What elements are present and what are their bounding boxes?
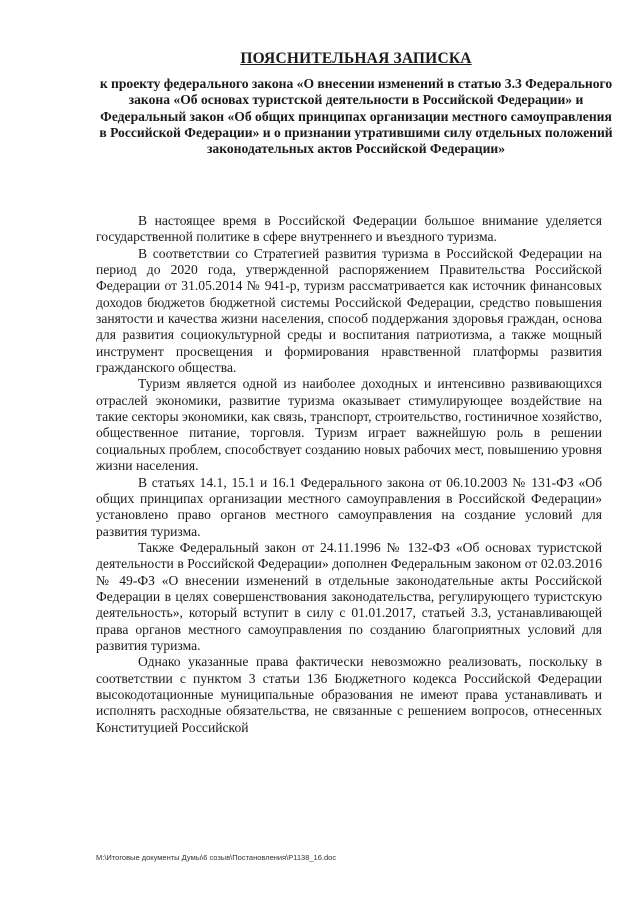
footer-file-path: M:\Итоговые документы Думы\6 созыв\Постановления\P1138_16.doc (96, 853, 337, 862)
paragraph: В соответствии со Стратегией развития туризма в Российской Федерации на период до 2020 года, утвержденной распоряжением Правительства Российской Федерации от 31.05.2014 № 941-р, туризм рассматривается как источник финансовых доходов бюджетов бюджетной системы Российской Федерации, средство повышения занятости и качества жизни населения, способ поддержания здоровья граждан, основа для развития социокультурной среды и воспитания патриотизма, а также мощный инструмент просвещения и формирования нравственной платформы развития гражданского общества. (96, 245, 602, 376)
paragraph: В статьях 14.1, 15.1 и 16.1 Федерального закона от 06.10.2003 № 131-ФЗ «Об общих принципах организации местного самоуправления в Российской Федерации» установлено право органов местного самоуправления на создание условий для развития туризма. (96, 474, 602, 539)
paragraph: Также Федеральный закон от 24.11.1996 № 132-ФЗ «Об основах туристской деятельности в Российской Федерации» дополнен Федеральным законом от 02.03.2016 № 49-ФЗ «О внесении изменений в отдельные законодательные акты Российской Федерации в целях совершенствования законодательства, регулирующего туристскую деятельность», который вступит в силу с 01.01.2017, статьей 3.3, устанавливающей права органов местного самоуправления по созданию благоприятных условий для развития туризма. (96, 539, 602, 653)
paragraph: Туризм является одной из наиболее доходных и интенсивно развивающихся отраслей экономики, развитие туризма оказывает стимулирующее воздействие на такие секторы экономики, как связь, транспорт, строительство, гостиничное хозяйство, общественное питание, торговля. Туризм играет важнейшую роль в решении социальных проблем, способствует созданию новых рабочих мест, повышению уровня жизни населения. (96, 376, 602, 474)
document-title: ПОЯСНИТЕЛЬНАЯ ЗАПИСКА (240, 50, 472, 67)
document-body (96, 213, 602, 736)
paragraph: В настоящее время в Российской Федерации большое внимание уделяется государственной политике в сфере внутреннего и въездного туризма. (96, 213, 602, 245)
document-subtitle: к проекту федерального закона «О внесении изменений в статью 3.3 Федерального закона «Об основах туристской деятельности в Российской Федерации» и Федеральный закон «Об общих принципах организации местного самоуправления в Российской Федерации» и о признании утратившими силу отдельных положений законодательных актов Российской Федерации» (99, 76, 613, 157)
paragraph: Однако указанные права фактически невозможно реализовать, поскольку в соответствии с пунктом 3 статьи 136 Бюджетного кодекса Российской Федерации высокодотационные муниципальные образования не имеют права устанавливать и исполнять расходные обязательства, не связанные с решением вопросов, отнесенных Конституцией Российской (96, 654, 602, 735)
